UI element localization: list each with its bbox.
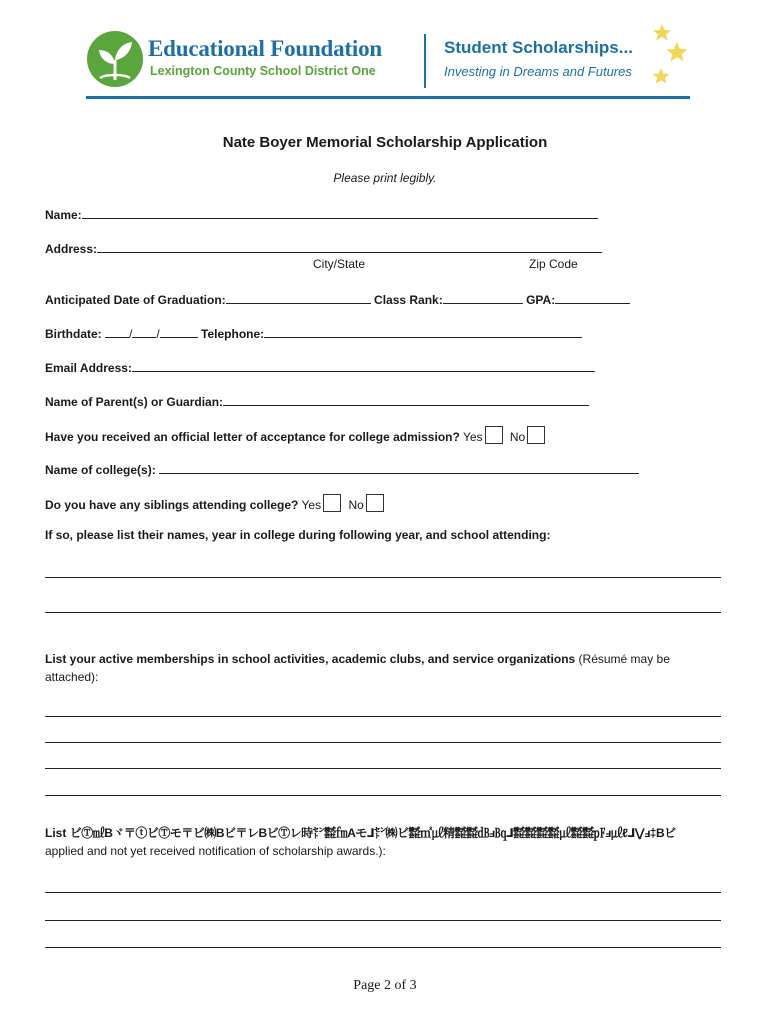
graduation-row <box>45 291 630 307</box>
acceptance-no-label: No <box>509 430 526 444</box>
page-number: Page 2 of 3 <box>353 978 417 993</box>
acceptance-yes-label: Yes <box>462 430 483 444</box>
class-rank-field[interactable] <box>443 291 523 304</box>
siblings-line-1[interactable] <box>45 577 721 578</box>
acceptance-question: Have you received an official letter of acceptance for college admission? <box>45 430 460 444</box>
siblings-no-label: No <box>348 498 364 512</box>
parent-label: Name of Parent(s) or Guardian: <box>45 395 224 409</box>
gpa-field[interactable] <box>555 291 630 304</box>
memberships-prompt <box>45 650 725 686</box>
address-label: Address: <box>45 242 98 256</box>
birthdate-row: Birthdate: / / Telephone: <box>45 325 582 341</box>
scholarships-line-2[interactable] <box>45 920 721 921</box>
parent-field[interactable] <box>223 393 589 406</box>
header-divider <box>424 34 426 88</box>
graduation-label: Anticipated Date of Graduation: <box>45 293 226 307</box>
siblings-followup: If so, please list their names, year in college during following year, and school attending: <box>45 528 551 542</box>
header-rule <box>86 96 690 99</box>
memberships-line-1[interactable] <box>45 716 721 717</box>
scholarships-prompt-prefix: List <box>45 826 67 840</box>
college-row <box>45 461 639 477</box>
siblings-yes-checkbox[interactable] <box>323 494 341 512</box>
siblings-line-2[interactable] <box>45 612 721 613</box>
parent-row <box>45 393 589 409</box>
scholarships-prompt-rest: applied and not yet received notification of scholarship awards.): <box>45 844 386 858</box>
acceptance-no-checkbox[interactable] <box>527 426 545 444</box>
memberships-prompt-note: (Résumé may be attached): <box>45 652 670 684</box>
email-label: Email Address: <box>45 361 132 375</box>
birth-year-field[interactable] <box>160 325 198 338</box>
tree-logo-icon <box>86 30 144 88</box>
scholarships-prompt-garbled: ビⓉ㎖Bヾ〒ⓣビⓉモ〒ビ㈱Bビ〒レBビⓉレ時㌣㍿㎙Aモ⅃㌣㈱ビ㍿㎥㎕精㍿㍿㏈ⅎ㏃⅃㍿㍿㍿㍿㎕㍿㍿㎊ⅎ㎕ℓ⅃⋁ⅎ‡Bビ <box>69 826 676 840</box>
name-field[interactable] <box>82 206 598 219</box>
memberships-prompt-bold: List your active memberships in school activities, academic clubs, and service organizations <box>45 652 576 666</box>
acceptance-row <box>45 426 549 444</box>
org-subtitle: Lexington County School District One <box>150 64 376 78</box>
stars-icon <box>646 22 690 92</box>
telephone-field[interactable] <box>264 325 582 338</box>
memberships-line-2[interactable] <box>45 742 721 743</box>
address-row <box>45 240 602 256</box>
zip-code-label: Zip Code <box>529 257 578 271</box>
form-note: Please print legibly. <box>333 171 437 185</box>
telephone-label: Telephone: <box>201 327 265 341</box>
birthdate-label: Birthdate: <box>45 327 102 341</box>
siblings-yes-label: Yes <box>301 498 322 512</box>
email-field[interactable] <box>132 359 595 372</box>
email-row <box>45 359 595 375</box>
college-label: Name of college(s): <box>45 463 156 477</box>
siblings-no-checkbox[interactable] <box>366 494 384 512</box>
name-row <box>45 206 598 222</box>
birth-day-field[interactable] <box>132 325 156 338</box>
scholarships-line-1[interactable] <box>45 892 721 893</box>
memberships-line-3[interactable] <box>45 768 721 769</box>
letterhead <box>86 22 690 102</box>
city-state-label: City/State <box>313 257 366 271</box>
graduation-field[interactable] <box>226 291 371 304</box>
siblings-question: Do you have any siblings attending college? <box>45 498 299 512</box>
class-rank-label: Class Rank: <box>374 293 443 307</box>
siblings-row <box>45 494 388 512</box>
name-label: Name: <box>45 208 82 222</box>
org-name: Educational Foundation <box>148 36 382 61</box>
program-title: Student Scholarships... <box>444 38 633 57</box>
scholarships-prompt-line <box>45 824 770 842</box>
address-field[interactable] <box>97 240 602 253</box>
gpa-label: GPA: <box>526 293 556 307</box>
birth-month-field[interactable] <box>105 325 129 338</box>
acceptance-yes-checkbox[interactable] <box>485 426 503 444</box>
program-subtitle: Investing in Dreams and Futures <box>444 64 632 79</box>
memberships-line-4[interactable] <box>45 795 721 796</box>
college-field[interactable] <box>159 461 639 474</box>
scholarships-line-3[interactable] <box>45 947 721 948</box>
form-title: Nate Boyer Memorial Scholarship Application <box>222 134 548 151</box>
